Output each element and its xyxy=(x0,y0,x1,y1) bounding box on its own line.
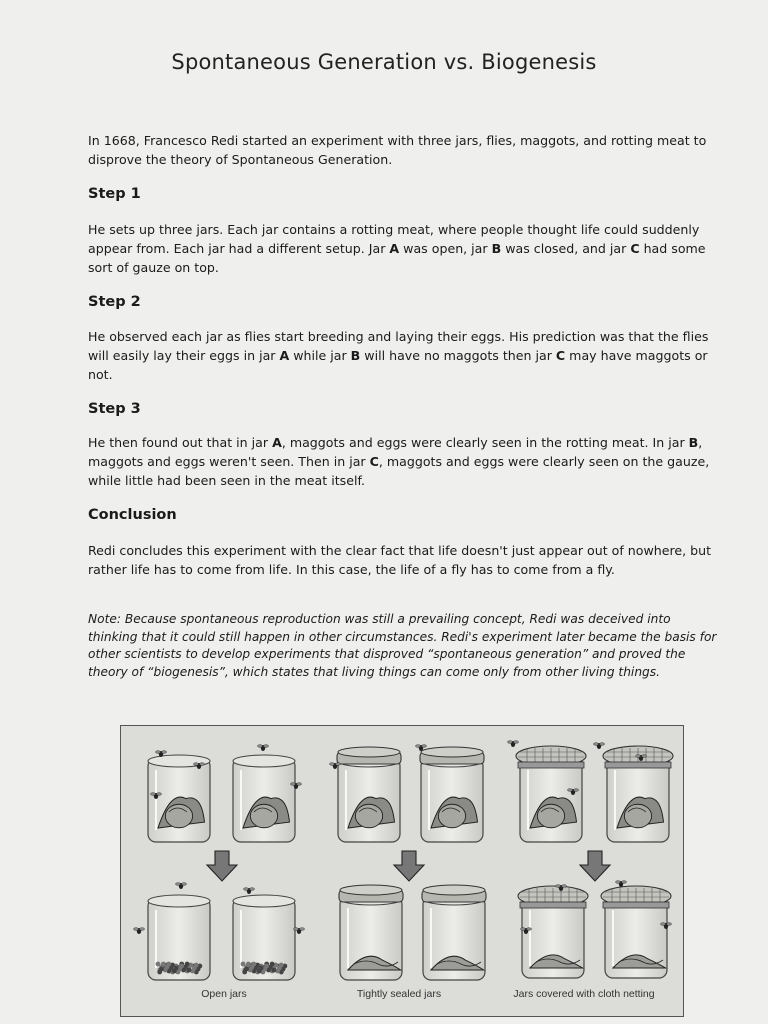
fly-wing xyxy=(600,743,605,746)
fly-icon xyxy=(176,883,187,889)
caption-open-jars: Open jars xyxy=(201,988,247,1000)
fly-wing xyxy=(176,883,181,886)
jar-lid-top xyxy=(423,885,485,895)
intro-paragraph: In 1668, Francesco Redi started an experiment with three jars, flies, maggots, and rotting meat to disprove the theory of Spontaneous Generation. xyxy=(88,133,707,167)
step2-text: may have maggots or not. xyxy=(88,348,708,382)
fly-icon xyxy=(244,888,255,894)
fly-wing xyxy=(330,763,335,766)
fly-wing xyxy=(294,928,299,931)
fly-wing xyxy=(200,763,205,766)
jar xyxy=(601,886,671,978)
step2-paragraph xyxy=(88,327,720,384)
jar-rim xyxy=(148,895,210,907)
fly-wing xyxy=(642,755,647,758)
step1-paragraph xyxy=(88,220,720,277)
fly-wing xyxy=(156,751,161,754)
fly-wing xyxy=(562,885,567,888)
fly-wing xyxy=(556,885,561,888)
fly-wing xyxy=(574,789,579,792)
caption-netted-jars: Jars covered with cloth netting xyxy=(513,988,655,1000)
jar xyxy=(148,895,210,980)
maggot xyxy=(159,967,164,972)
step3-heading: Step 3 xyxy=(88,401,141,417)
maggot xyxy=(179,964,184,969)
fly-wing xyxy=(258,745,263,748)
fly-wing xyxy=(636,755,641,758)
fly-wing xyxy=(616,881,621,884)
maggot xyxy=(166,962,171,967)
fly-wing xyxy=(661,923,666,926)
fly-wing xyxy=(250,888,255,891)
jar xyxy=(233,895,295,980)
fly-icon xyxy=(508,741,519,747)
maggot xyxy=(174,966,179,971)
down-arrow-icon xyxy=(207,851,237,881)
fly-wing xyxy=(527,928,532,931)
fly-wing xyxy=(151,793,156,796)
net-band xyxy=(603,902,669,908)
fly-wing xyxy=(182,883,187,886)
step1-text: He sets up three jars. Each jar contains a rotting meat, where people thought life could suddenly appear from. Each jar had a different setup. Jar xyxy=(88,222,700,256)
maggot xyxy=(279,963,284,968)
step2-text: while jar xyxy=(289,348,351,363)
caption-sealed-jars: Tightly sealed jars xyxy=(356,988,442,1000)
jar-c-label: C xyxy=(555,348,566,363)
maggot xyxy=(270,962,275,967)
fly-wing xyxy=(568,789,573,792)
maggot xyxy=(272,968,277,973)
jar-lid-top xyxy=(338,747,400,757)
fly-wing xyxy=(264,745,269,748)
jar-b-label: B xyxy=(350,348,361,363)
note-paragraph: Note: Because spontaneous reproduction was still a prevailing concept, Redi was deceived into thinking that it could still happen in other circumstances. Redi's experiment later became the basis for other scientists to develop experiments that disproved “spontaneous generation” and proved the theory of “biogenesis”, which states that living things can come only from other living things. xyxy=(88,612,717,679)
maggot xyxy=(194,963,199,968)
jar-a-label: A xyxy=(389,241,400,256)
jar xyxy=(339,885,403,980)
fly-wing xyxy=(140,928,145,931)
jar-lid-top xyxy=(421,747,483,757)
jar-a-label: A xyxy=(279,348,290,363)
step2-text: will have no maggots then jar xyxy=(360,348,556,363)
arrow-shape xyxy=(394,851,424,881)
down-arrow-icon xyxy=(580,851,610,881)
net-band xyxy=(605,762,671,768)
jar xyxy=(420,747,484,842)
fly-wing xyxy=(162,751,167,754)
step1-heading: Step 1 xyxy=(88,186,141,202)
fly-wing xyxy=(300,928,305,931)
maggot xyxy=(259,966,264,971)
redi-experiment-figure xyxy=(120,725,684,1017)
fly-wing xyxy=(514,741,519,744)
conclusion-heading: Conclusion xyxy=(88,507,177,523)
step2-text: He observed each jar as flies start breeding and laying their eggs. His prediction was that the flies will easily lay their eggs in jar xyxy=(88,329,709,363)
jar-b-label: B xyxy=(491,241,502,256)
maggot xyxy=(264,964,269,969)
bottom-row-jars xyxy=(148,885,671,980)
jar xyxy=(516,746,586,842)
fly-wing xyxy=(244,888,249,891)
jar xyxy=(518,886,588,978)
jar-c-label: C xyxy=(630,241,640,256)
fly-icon xyxy=(594,743,605,749)
step2-heading: Step 2 xyxy=(88,294,141,310)
net-band xyxy=(520,902,586,908)
fly-wing xyxy=(521,928,526,931)
fly-wing xyxy=(416,745,421,748)
fly-wing xyxy=(622,881,627,884)
maggot xyxy=(187,968,192,973)
jar-rim xyxy=(233,755,295,767)
jar xyxy=(233,755,295,842)
maggot xyxy=(244,967,249,972)
step1-text: had some sort of gauze on top. xyxy=(88,241,706,275)
fly-wing xyxy=(594,743,599,746)
jar-rim xyxy=(233,895,295,907)
step3-text: , maggots and eggs weren't seen. Then in jar xyxy=(88,435,703,469)
step3-text: , maggots and eggs were clearly seen in the rotting meat. In jar xyxy=(281,435,689,450)
fly-wing xyxy=(291,783,296,786)
fly-wing xyxy=(134,928,139,931)
jar-c-label: C xyxy=(369,454,379,469)
conclusion-paragraph: Redi concludes this experiment with the clear fact that life doesn't just appear out of nowhere, but rather life has to come from life. In this case, the life of a fly has to come from a fly. xyxy=(88,543,712,577)
fly-icon xyxy=(258,745,269,751)
page-title: Spontaneous Generation vs. Biogenesis xyxy=(171,50,597,74)
top-row-jars xyxy=(148,746,673,842)
fly-wing xyxy=(336,763,341,766)
step1-text: was closed, and jar xyxy=(501,241,631,256)
step3-text: He then found out that in jar xyxy=(88,435,273,450)
step1-text: was open, jar xyxy=(399,241,492,256)
fly-icon xyxy=(134,928,145,934)
fly-wing xyxy=(667,923,672,926)
step3-paragraph xyxy=(88,433,720,490)
fly-wing xyxy=(422,745,427,748)
arrows xyxy=(207,851,610,881)
jar-b-label: B xyxy=(688,435,699,450)
jar-a-label: A xyxy=(272,435,282,450)
jar xyxy=(337,747,401,842)
jar-lid-top xyxy=(340,885,402,895)
arrow-shape xyxy=(207,851,237,881)
maggot xyxy=(185,962,190,967)
fly-wing xyxy=(194,763,199,766)
step3-text: , maggots and eggs were clearly seen on the gauze, while little had been seen in the meat itself. xyxy=(88,454,710,488)
down-arrow-icon xyxy=(394,851,424,881)
net-band xyxy=(518,762,584,768)
arrow-shape xyxy=(580,851,610,881)
fly-wing xyxy=(297,783,302,786)
maggot xyxy=(251,962,256,967)
jars-illustration xyxy=(121,726,683,1016)
fly-wing xyxy=(157,793,162,796)
jar xyxy=(603,746,673,842)
jar xyxy=(422,885,486,980)
fly-wing xyxy=(508,741,513,744)
jar xyxy=(148,755,210,842)
